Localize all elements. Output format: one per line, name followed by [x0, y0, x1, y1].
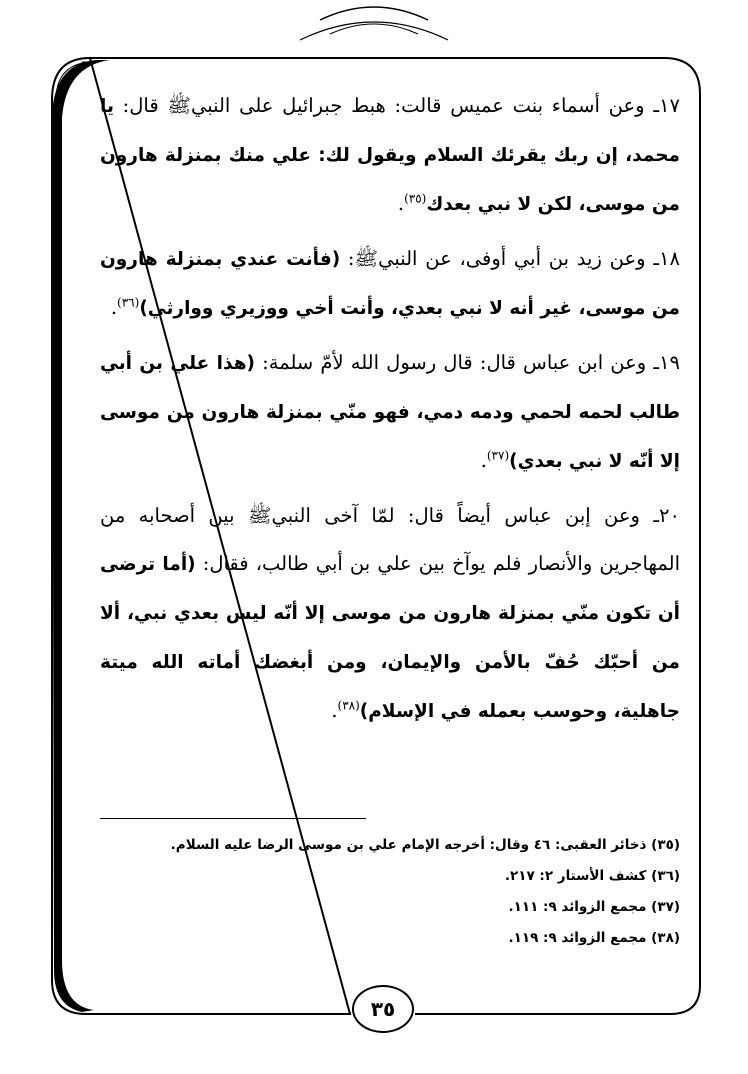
footnote-35: (٣٥) ذخائر العقبى: ٤٦ وقال: أخرجه الإمام علي بن موسى الرضا عليه السلام. — [170, 837, 680, 853]
footnote-ref: (٣٨) — [337, 698, 360, 713]
sentence-end: . — [331, 699, 338, 722]
footnote-divider — [100, 818, 366, 819]
footnote-ref: (٣٦) — [117, 295, 140, 310]
sentence-end: . — [397, 192, 405, 215]
paragraph-19 — [100, 339, 680, 486]
sentence-end: . — [480, 449, 487, 472]
footnote-ref: (٣٧) — [486, 448, 510, 463]
page-number-label: ٣٥ — [370, 997, 396, 1021]
honorific-icon: ﷺ — [247, 504, 272, 527]
footnote-36: (٣٦) كشف الأستار ٢: ٢١٧. — [504, 868, 680, 884]
honorific-icon: ﷺ — [354, 247, 379, 270]
plain-text: وعن زيد بن أبي أوفى، عن النبي — [378, 247, 654, 270]
footnote-37: (٣٧) مجمع الزوائد ٩: ١١١. — [508, 899, 680, 915]
plain-text: وعن أسماء بنت عميس قالت: هبط جبرائيل على النبي — [190, 94, 654, 117]
paragraph-number: ٢٠ـ — [653, 504, 680, 527]
paragraph-number: ١٨ـ — [653, 247, 680, 270]
quoted-hadith: (أما ترضى أن تكون منّي بمنزلة هارون من موسى إلا أنّه ليس بعدي نبي، ألا من أحبّك حُفّ بالأمن والإيمان، ومن أبغضك أماته الله ميتة جاهلية، وحوسب بعمله في الإسلام) — [100, 554, 680, 722]
plain-text: بين أصحابه من المهاجرين والأنصار فلم يوآخ بين علي بن أبي طالب، فقال: — [100, 504, 681, 575]
footnotes — [100, 830, 680, 954]
footnote-ref: (٣٥) — [404, 191, 427, 206]
quoted-hadith: يا محمد، إن ربك يقرئك السلام ويقول لك: علي منك بمنزلة هارون من موسى، لكن لا نبي بعدك — [100, 96, 680, 215]
top-ornament-icon — [300, 7, 448, 40]
paragraph-18 — [100, 235, 680, 333]
sentence-end: . — [110, 296, 118, 319]
plain-text: وعن ابن عباس قال: قال رسول الله لأمّ سلمة: — [255, 351, 654, 374]
page-number — [352, 985, 414, 1033]
footnote-38: (٣٨) مجمع الزوائد ٩: ١١٩. — [508, 930, 680, 946]
plain-text: : — [340, 247, 355, 270]
paragraph-20 — [100, 492, 680, 736]
paragraph-number: ١٧ـ — [653, 94, 680, 117]
paragraph-17 — [100, 82, 680, 229]
quoted-hadith: (فأنت عندي بمنزلة هارون من موسى، غير أنه لا نبي بعدي، وأنت أخي ووزيري ووارثي) — [100, 249, 680, 319]
quoted-hadith: (هذا علي بن أبي طالب لحمه لحمي ودمه دمي، فهو منّي بمنزلة هارون من موسى إلا أنّه لا نبي بعدي) — [100, 353, 680, 472]
plain-text: وعن إبن عباس أيضاً قال: لمّا آخى النبي — [271, 504, 654, 527]
paragraph-number: ١٩ـ — [653, 351, 680, 374]
main-text — [100, 82, 680, 742]
honorific-icon: ﷺ — [167, 94, 191, 117]
plain-text: قال: — [113, 94, 168, 117]
